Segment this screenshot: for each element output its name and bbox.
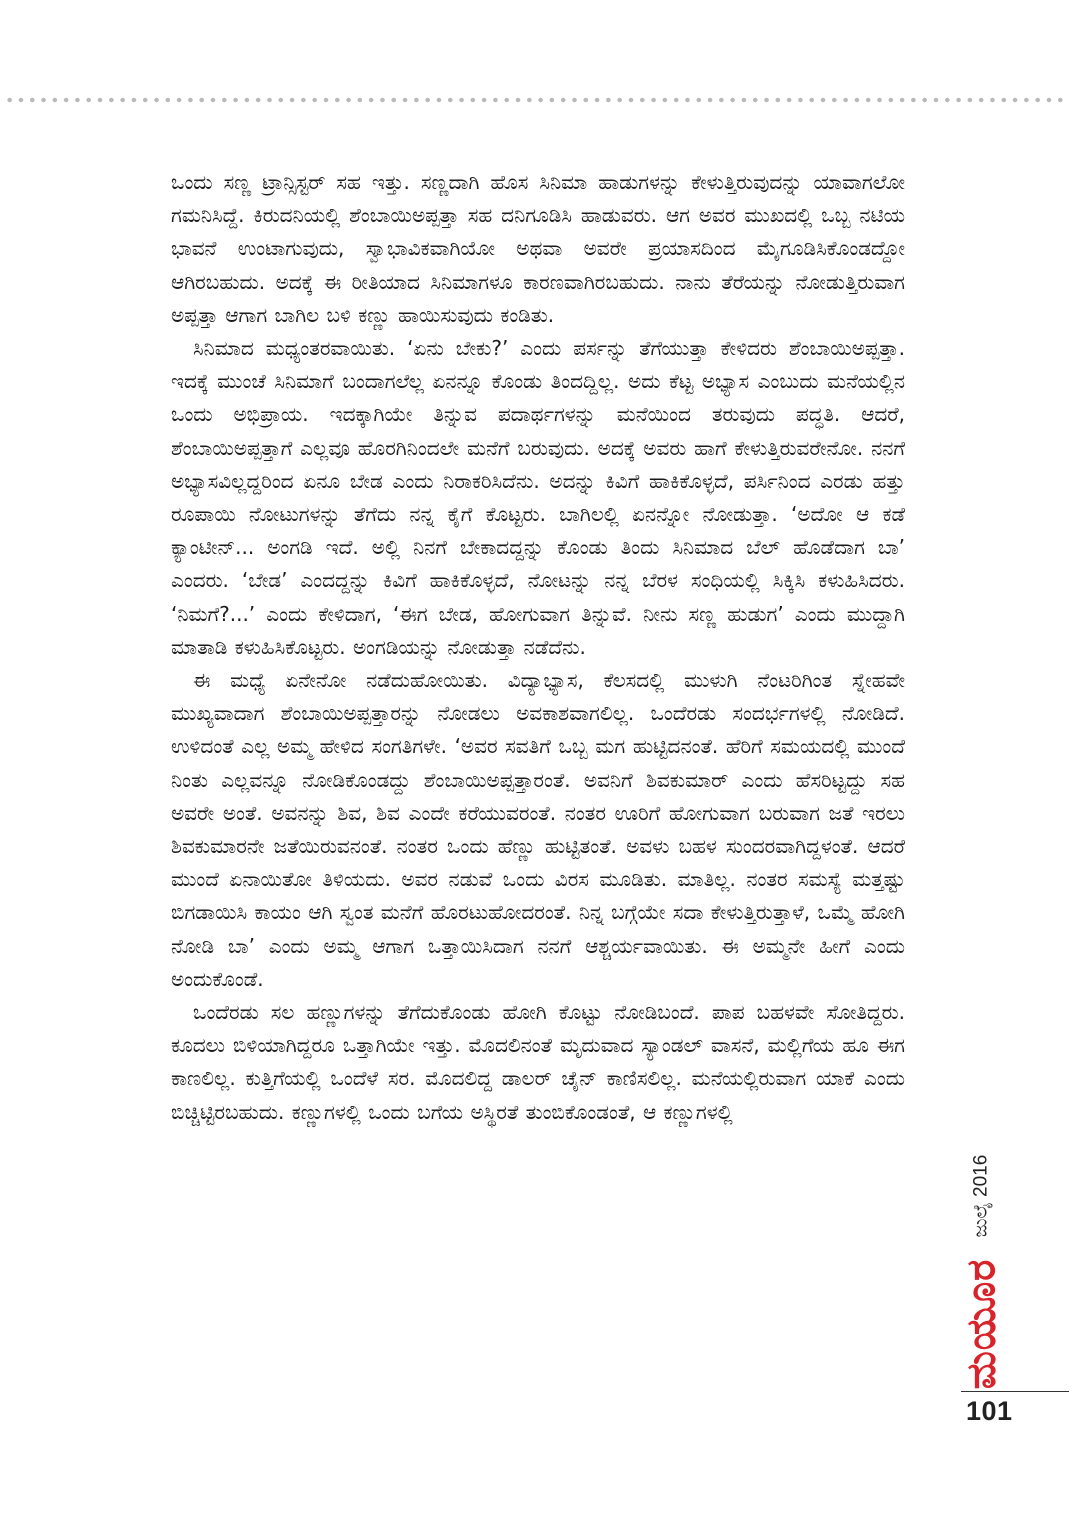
masthead-logo-text: ಮಯೂರ (958, 1258, 1004, 1390)
dotted-header-rule (4, 96, 1068, 104)
page-number-rule (961, 1391, 1069, 1392)
issue-date (960, 1130, 1002, 1262)
issue-date-text: ಜುಲೈ 2016 (970, 1154, 991, 1238)
article-paragraph-3: ಈ ಮಧ್ಯೆ ಏನೇನೋ ನಡೆದುಹೋಯಿತು. ವಿದ್ಯಾಭ್ಯಾಸ, ಕೆಲಸದಲ್ಲಿ ಮುಳುಗಿ ನೆಂಟರಿಗಿಂತ ಸ್ನೇಹವೇ ಮುಖ್ಯವಾದಾಗ ಶೆಂಬಾಯಿಅಪ್ಪತ್ತಾರನ್ನು ನೋಡಲು ಅವಕಾಶವಾಗಲಿಲ್ಲ. ಒಂದೆರಡು ಸಂದರ್ಭಗಳಲ್ಲಿ ನೋಡಿದೆ. ಉಳಿದಂತೆ ಎಲ್ಲ ಅಮ್ಮ ಹೇಳಿದ ಸಂಗತಿಗಳೇ. ‘ಅವರ ಸವತಿಗೆ ಒಬ್ಬ ಮಗ ಹುಟ್ಟಿದನಂತೆ. ಹೆರಿಗೆ ಸಮಯದಲ್ಲಿ ಮುಂದೆ ನಿಂತು ಎಲ್ಲವನ್ನೂ ನೋಡಿಕೊಂಡದ್ದು ಶೆಂಬಾಯಿಅಪ್ಪತ್ತಾರಂತೆ. ಅವನಿಗೆ ಶಿವಕುಮಾರ್ ಎಂದು ಹೆಸರಿಟ್ಟದ್ದು ಸಹ ಅವರೇ ಅಂತೆ. ಅವನನ್ನು ಶಿವ, ಶಿವ ಎಂದೇ ಕರೆಯುವರಂತೆ. ನಂತರ ಊರಿಗೆ ಹೋಗುವಾಗ ಬರುವಾಗ ಜತೆ ಇರಲು ಶಿವಕುಮಾರನೇ ಜತೆಯಿರುವನಂತೆ. ನಂತರ ಒಂದು ಹೆಣ್ಣು ಹುಟ್ಟಿತಂತೆ. ಅವಳು ಬಹಳ ಸುಂದರವಾಗಿದ್ದಳಂತೆ. ಆದರೆ ಮುಂದೆ ಏನಾಯಿತೋ ತಿಳಿಯದು. ಅವರ ನಡುವೆ ಒಂದು ವಿರಸ ಮೂಡಿತು. ಮಾತಿಲ್ಲ. ನಂತರ ಸಮಸ್ಯೆ ಮತ್ತಷ್ಟು ಬಿಗಡಾಯಿಸಿ ಕಾಯಂ ಆಗಿ ಸ್ವಂತ ಮನೆಗೆ ಹೊರಟುಹೋದರಂತೆ. ನಿನ್ನ ಬಗ್ಗೆಯೇ ಸದಾ ಕೇಳುತ್ತಿರುತ್ತಾಳೆ, ಒಮ್ಮೆ ಹೋಗಿ ನೋಡಿ ಬಾ’ ಎಂದು ಅಮ್ಮ ಆಗಾಗ ಒತ್ತಾಯಿಸಿದಾಗ ನನಗೆ ಆಶ್ಚರ್ಯವಾಯಿತು. ಈ ಅಮ್ಮನೇ ಹೀಗೆ ಎಂದು ಅಂದುಕೊಂಡೆ. (171, 668, 905, 991)
article-paragraph-1: ಒಂದು ಸಣ್ಣ ಟ್ರಾನ್ಸಿಸ್ಟರ್ ಸಹ ಇತ್ತು. ಸಣ್ಣದಾಗಿ ಹೊಸ ಸಿನಿಮಾ ಹಾಡುಗಳನ್ನು ಕೇಳುತ್ತಿರುವುದನ್ನು ಯಾವಾಗಲೋ ಗಮನಿಸಿದ್ದೆ. ಕಿರುದನಿಯಲ್ಲಿ ಶೆಂಬಾಯಿಅಪ್ಪತ್ತಾ ಸಹ ದನಿಗೂಡಿಸಿ ಹಾಡುವರು. ಆಗ ಅವರ ಮುಖದಲ್ಲಿ ಒಬ್ಬ ನಟಿಯ ಭಾವನೆ ಉಂಟಾಗುವುದು, ಸ್ವಾಭಾವಿಕವಾಗಿಯೋ ಅಥವಾ ಅವರೇ ಪ್ರಯಾಸದಿಂದ ಮೈಗೂಡಿಸಿಕೊಂಡದ್ದೋ ಆಗಿರಬಹುದು. ಅದಕ್ಕೆ ಈ ರೀತಿಯಾದ ಸಿನಿಮಾಗಳೂ ಕಾರಣವಾಗಿರಬಹುದು. ನಾನು ತೆರೆಯನ್ನು ನೋಡುತ್ತಿರುವಾಗ ಅಪ್ಪತ್ತಾ ಆಗಾಗ ಬಾಗಿಲ ಬಳಿ ಕಣ್ಣು ಹಾಯಿಸುವುದು ಕಂಡಿತು. (171, 170, 905, 327)
article-body (171, 166, 905, 1129)
magazine-masthead (958, 1258, 1004, 1390)
page-number: 101 (966, 1396, 1013, 1426)
article-paragraph-2: ಸಿನಿಮಾದ ಮಧ್ಯಂತರವಾಯಿತು. ‘ಏನು ಬೇಕು?’ ಎಂದು ಪರ್ಸನ್ನು ತೆಗೆಯುತ್ತಾ ಕೇಳಿದರು ಶೆಂಬಾಯಿಅಪ್ಪತ್ತಾ. ಇದಕ್ಕೆ ಮುಂಚೆ ಸಿನಿಮಾಗೆ ಬಂದಾಗಲೆಲ್ಲ ಏನನ್ನೂ ಕೊಂಡು ತಿಂದದ್ದಿಲ್ಲ. ಅದು ಕೆಟ್ಟ ಅಭ್ಯಾಸ ಎಂಬುದು ಮನೆಯಲ್ಲಿನ ಒಂದು ಅಭಿಪ್ರಾಯ. ಇದಕ್ಕಾಗಿಯೇ ತಿನ್ನುವ ಪದಾರ್ಥಗಳನ್ನು ಮನೆಯಿಂದ ತರುವುದು ಪದ್ಧತಿ. ಆದರೆ, ಶೆಂಬಾಯಿಅಪ್ಪತ್ತಾಗೆ ಎಲ್ಲವೂ ಹೊರಗಿನಿಂದಲೇ ಮನೆಗೆ ಬರುವುದು. ಅದಕ್ಕೆ ಅವರು ಹಾಗೆ ಕೇಳುತ್ತಿರುವರೇನೋ. ನನಗೆ ಅಭ್ಯಾಸವಿಲ್ಲದ್ದರಿಂದ ಏನೂ ಬೇಡ ಎಂದು ನಿರಾಕರಿಸಿದೆನು. ಅದನ್ನು ಕಿವಿಗೆ ಹಾಕಿಕೊಳ್ಳದೆ, ಪರ್ಸಿನಿಂದ ಎರಡು ಹತ್ತು ರೂಪಾಯಿ ನೋಟುಗಳನ್ನು ತೆಗೆದು ನನ್ನ ಕೈಗೆ ಕೊಟ್ಟರು. ಬಾಗಿಲಲ್ಲಿ ಏನನ್ನೋ ನೋಡುತ್ತಾ. ‘ಅದೋ ಆ ಕಡೆ ಕ್ಯಾಂಟೀನ್... ಅಂಗಡಿ ಇದೆ. ಅಲ್ಲಿ ನಿನಗೆ ಬೇಕಾದದ್ದನ್ನು ಕೊಂಡು ತಿಂದು ಸಿನಿಮಾದ ಬೆಲ್ ಹೊಡೆದಾಗ ಬಾ’ ಎಂದರು. ‘ಬೇಡ’ ಎಂದದ್ದನ್ನು ಕಿವಿಗೆ ಹಾಕಿಕೊಳ್ಳದೆ, ನೋಟನ್ನು ನನ್ನ ಬೆರಳ ಸಂಧಿಯಲ್ಲಿ ಸಿಕ್ಕಿಸಿ ಕಳುಹಿಸಿದರು. ‘ನಿಮಗೆ?...’ ಎಂದು ಕೇಳಿದಾಗ, ‘ಈಗ ಬೇಡ, ಹೋಗುವಾಗ ತಿನ್ನುವೆ. ನೀನು ಸಣ್ಣ ಹುಡುಗ’ ಎಂದು ಮುದ್ದಾಗಿ ಮಾತಾಡಿ ಕಳುಹಿಸಿಕೊಟ್ಟರು. ಅಂಗಡಿಯನ್ನು ನೋಡುತ್ತಾ ನಡೆದೆನು. (171, 336, 905, 659)
article-paragraph-4: ಒಂದೆರಡು ಸಲ ಹಣ್ಣುಗಳನ್ನು ತೆಗೆದುಕೊಂಡು ಹೋಗಿ ಕೊಟ್ಟು ನೋಡಿಬಂದೆ. ಪಾಪ ಬಹಳವೇ ಸೋತಿದ್ದರು. ಕೂದಲು ಬಿಳಿಯಾಗಿದ್ದರೂ ಒತ್ತಾಗಿಯೇ ಇತ್ತು. ಮೊದಲಿನಂತೆ ಮೃದುವಾದ ಸ್ಯಾಂಡಲ್ ವಾಸನೆ, ಮಲ್ಲಿಗೆಯ ಹೂ ಈಗ ಕಾಣಲಿಲ್ಲ. ಕುತ್ತಿಗೆಯಲ್ಲಿ ಒಂದೆಳೆ ಸರ. ಮೊದಲಿದ್ದ ಡಾಲರ್ ಚೈನ್ ಕಾಣಿಸಲಿಲ್ಲ. ಮನೆಯಲ್ಲಿರುವಾಗ ಯಾಕೆ ಎಂದು ಬಿಚ್ಚಿಟ್ಟಿರಬಹುದು. ಕಣ್ಣುಗಳಲ್ಲಿ ಒಂದು ಬಗೆಯ ಅಸ್ಥಿರತೆ ತುಂಬಿಕೊಂಡಂತೆ, ಆ ಕಣ್ಣುಗಳಲ್ಲಿ (171, 1000, 905, 1124)
